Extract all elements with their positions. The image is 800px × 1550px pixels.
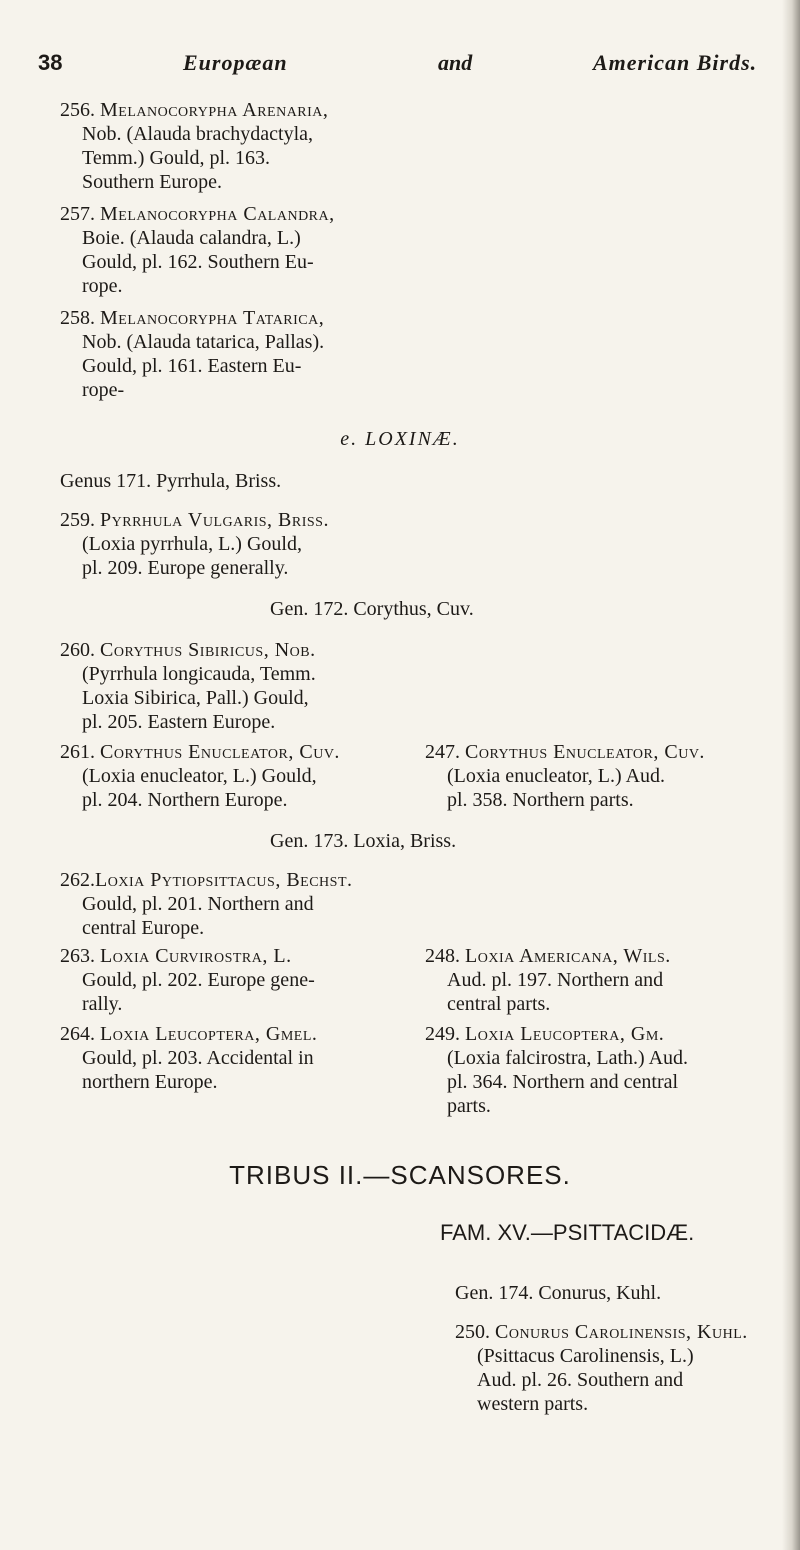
entry-line: Aud. pl. 26. Southern and [477, 1369, 684, 1391]
entry-line: Loxia Sibirica, Pall.) Gould, [82, 687, 309, 709]
entry-number: 248. [425, 945, 460, 967]
entry-number: 264. [60, 1023, 95, 1045]
entry-number: 257. [60, 203, 95, 225]
species-name: Melanocorypha Calandra, [100, 203, 335, 225]
entry-260 [60, 638, 395, 734]
entry-261 [60, 740, 395, 812]
entry-line: Boie. (Alauda calandra, L.) [82, 227, 301, 249]
entry-line: rope- [82, 379, 125, 401]
species-name: Melanocorypha Tatarica, [100, 307, 325, 329]
entry-259 [60, 508, 420, 580]
entry-257 [60, 202, 395, 298]
entry-250 [455, 1320, 775, 1416]
entry-258 [60, 306, 395, 402]
entry-number: 263. [60, 945, 95, 967]
genus-heading-174: Gen. 174. Conurus, Kuhl. [455, 1282, 662, 1304]
entry-number: 261. [60, 741, 95, 763]
section-heading-loxinae: e. LOXINÆ. [340, 428, 460, 450]
entry-line: Southern Europe. [82, 171, 222, 193]
header-word-and: and [438, 50, 473, 75]
entry-line: (Psittacus Carolinensis, L.) [477, 1345, 694, 1367]
entry-line: northern Europe. [82, 1071, 218, 1093]
entry-line: Gould, pl. 162. Southern Eu- [82, 251, 314, 273]
entry-line: central parts. [447, 993, 551, 1015]
entry-line: parts. [447, 1095, 491, 1117]
entry-line: (Pyrrhula longicauda, Temm. [82, 663, 316, 685]
species-name: Corythus Enucleator, Cuv. [100, 741, 340, 763]
entry-number: 247. [425, 741, 460, 763]
entry-line: Nob. (Alauda brachydactyla, [82, 123, 314, 145]
entry-number: 262. [60, 869, 95, 891]
entry-number: 258. [60, 307, 95, 329]
species-name: Corythus Sibiricus, Nob. [100, 639, 316, 661]
species-name: Melanocorypha Arenaria, [100, 99, 329, 121]
entry-line: Gould, pl. 203. Accidental in [82, 1047, 314, 1069]
species-name: Conurus Carolinensis, Kuhl. [495, 1321, 748, 1343]
page-edge-shadow [782, 0, 800, 1550]
entry-number: 259. [60, 509, 95, 531]
entry-line: pl. 205. Eastern Europe. [82, 711, 276, 733]
entry-256 [60, 98, 395, 194]
entry-line: pl. 204. Northern Europe. [82, 789, 288, 811]
entry-number: 256. [60, 99, 95, 121]
entry-line: Temm.) Gould, pl. 163. [82, 147, 271, 169]
species-name: Loxia Americana, Wils. [465, 945, 671, 967]
entry-263 [60, 944, 395, 1016]
genus-heading-173: Gen. 173. Loxia, Briss. [270, 830, 457, 852]
species-name: Loxia Leucoptera, Gmel. [100, 1023, 318, 1045]
entry-line: pl. 364. Northern and central [447, 1071, 679, 1093]
running-header [38, 50, 778, 90]
entry-262 [60, 868, 395, 940]
entry-line: rally. [82, 993, 123, 1015]
entry-line: Nob. (Alauda tatarica, Pallas). [82, 331, 325, 353]
entry-line: central Europe. [82, 917, 205, 939]
species-name: Corythus Enucleator, Cuv. [465, 741, 705, 763]
entry-line: (Loxia enucleator, L.) Gould, [82, 765, 317, 787]
entry-249 [425, 1022, 765, 1118]
entry-line: Gould, pl. 202. Europe gene- [82, 969, 315, 991]
entry-line: (Loxia falcirostra, Lath.) Aud. [447, 1047, 689, 1069]
tribus-heading: TRIBUS II.—SCANSORES. [229, 1160, 571, 1190]
entry-number: 250. [455, 1321, 490, 1343]
genus-heading-172: Gen. 172. Corythus, Cuv. [270, 598, 474, 620]
entry-247 [425, 740, 765, 812]
page-number: 38 [38, 50, 63, 75]
entry-line: (Loxia pyrrhula, L.) Gould, [82, 533, 302, 555]
species-name: Loxia Curvirostra, L. [100, 945, 292, 967]
species-name: Pyrrhula Vulgaris, Briss. [100, 509, 329, 531]
entry-line: (Loxia enucleator, L.) Aud. [447, 765, 666, 787]
entry-line: western parts. [477, 1393, 589, 1415]
entry-264 [60, 1022, 395, 1094]
species-name: Loxia Pytiopsittacus, Bechst. [95, 869, 353, 891]
header-word-american-birds: American Birds. [593, 50, 758, 75]
entry-line: pl. 209. Europe generally. [82, 557, 289, 579]
entry-line: rope. [82, 275, 123, 297]
entry-line: Aud. pl. 197. Northern and [447, 969, 664, 991]
entry-line: pl. 358. Northern parts. [447, 789, 634, 811]
entry-line: Gould, pl. 161. Eastern Eu- [82, 355, 302, 377]
entry-line: Gould, pl. 201. Northern and [82, 893, 314, 915]
header-word-european: Europæan [183, 50, 288, 75]
entry-number: 249. [425, 1023, 460, 1045]
entry-248 [425, 944, 765, 1016]
genus-heading-171: Genus 171. Pyrrhula, Briss. [60, 470, 282, 492]
family-heading-psittacidae: FAM. XV.—PSITTACIDÆ. [440, 1220, 695, 1245]
species-name: Loxia Leucoptera, Gm. [465, 1023, 665, 1045]
entry-number: 260. [60, 639, 95, 661]
